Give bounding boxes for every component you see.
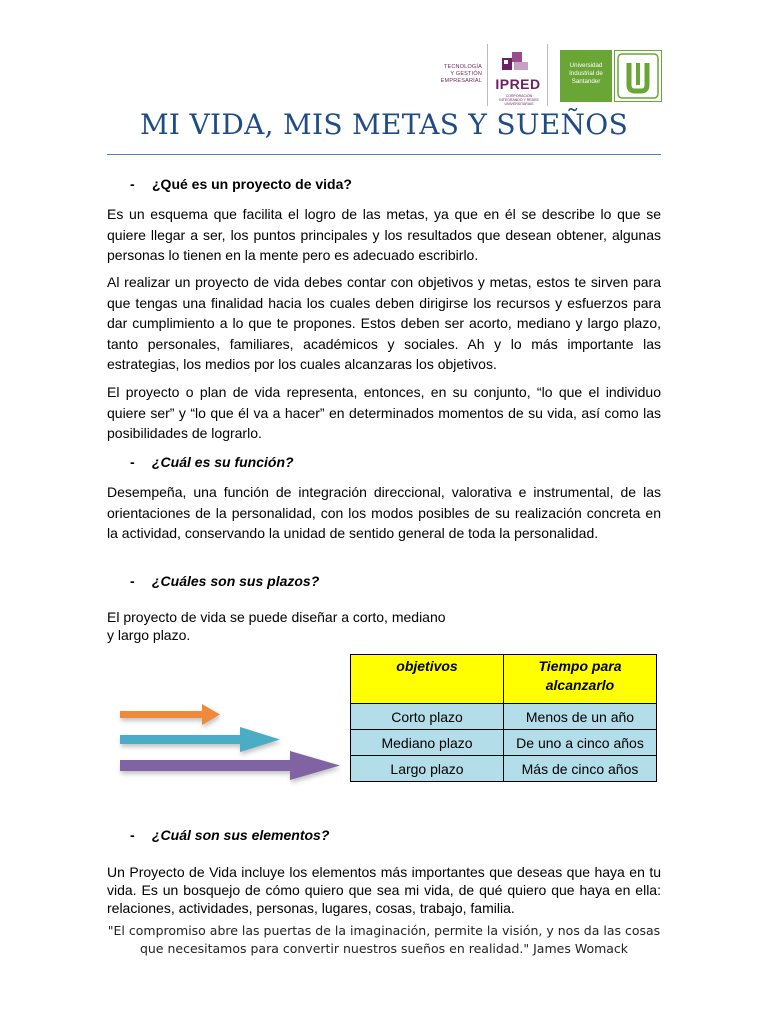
question-text: ¿Qué es un proyecto de vida? <box>152 176 352 192</box>
question-funcion <box>130 454 294 470</box>
table-cell: De uno a cinco años <box>504 730 657 756</box>
uis-seal-icon <box>614 50 662 102</box>
question-plazos <box>130 573 319 589</box>
question-text: ¿Cuál es su función? <box>152 454 294 470</box>
arrow-corto-plazo <box>120 704 220 725</box>
quote-james-womack: "El compromiso abre las puertas de la imaginación, permite la visión, y nos da las cosas que necesitamos para convertir nuestros sueños en realidad." James Womack <box>107 923 661 956</box>
question-text: ¿Cuáles son sus plazos? <box>152 573 320 589</box>
table-header-cell: objetivos <box>351 655 504 704</box>
logo-text-line: Industrial de <box>569 70 603 77</box>
logo-divider <box>547 44 548 106</box>
table-row <box>351 756 657 782</box>
logo-text-line: EMPRESARIAL <box>440 78 482 84</box>
table-row <box>351 730 657 756</box>
paragraph-elementos: Un Proyecto de Vida incluye los elementos más importantes que deseas que haya en tu vida. Es un bosquejo de cómo quiero que sea mi vida, de qué quiero que haya en ella: relaciones, actividades, personas, lugares, cosas, trabajo, familia. <box>107 864 661 916</box>
page-title: MI VIDA, MIS METAS Y SUEÑOS <box>139 108 629 141</box>
list-dash: - <box>130 573 135 589</box>
question-text: ¿Cuál son sus elementos? <box>152 827 330 843</box>
table-header-cell: Tiempo para alcanzarlo <box>504 655 657 704</box>
logo-ipred <box>494 50 542 106</box>
list-dash: - <box>130 176 135 192</box>
table-cell: Más de cinco años <box>504 756 657 782</box>
paragraph-line: y largo plazo. <box>107 627 191 643</box>
table-cell: Corto plazo <box>351 704 504 730</box>
logo-text-line: Universidad <box>569 62 603 69</box>
logo-tecnologia-gestion <box>430 64 482 85</box>
table-cell: Largo plazo <box>351 756 504 782</box>
logo-text-line: TECNOLOGÍA <box>443 64 482 70</box>
question-proyecto-de-vida <box>130 176 352 192</box>
paragraph-funcion: Desempeña, una función de integración direccional, valorativa e instrumental, de las orientaciones de la personalidad, con los modos posibles de su realización concreta en la actividad, conservando la unidad de sentido general de toda la personalidad. <box>107 484 661 541</box>
arrow-largo-plazo <box>120 751 340 780</box>
logo-text-line: Santander <box>571 78 601 85</box>
table-cell: Menos de un año <box>504 704 657 730</box>
table-cell: Mediano plazo <box>351 730 504 756</box>
arrow-mediano-plazo <box>120 727 280 752</box>
paragraph-plan-de-vida: El proyecto o plan de vida representa, entonces, en su conjunto, “lo que el individuo quiere ser” y “lo que él va a hacer” en determinados momentos de su vida, así como las posibilidades de lograrlo. <box>107 384 661 441</box>
table-row <box>351 704 657 730</box>
paragraph-line: El proyecto de vida se puede diseñar a corto, mediano <box>107 609 446 625</box>
list-dash: - <box>130 454 135 470</box>
logo-divider <box>487 44 488 106</box>
table-header-row <box>351 655 657 704</box>
question-elementos <box>130 827 329 843</box>
plazos-arrows-illustration <box>112 696 348 790</box>
ipred-label: IPRED <box>495 76 541 92</box>
paragraph-definicion: Es un esquema que facilita el logro de las metas, ya que en él se describe lo que se quiere llegar a ser, los puntos principales y los resultados que desean obtener, algunas personas lo tienen en la mente pero es adecuado escribirlo. <box>107 206 661 263</box>
plazos-table <box>350 654 657 782</box>
ipred-subtitle: CORPORACIÓN INTEGRANDO Y REDES UNIVERSITARIAS <box>499 94 539 106</box>
uis-seal-graphic <box>615 51 661 101</box>
header-logos <box>430 44 662 106</box>
logo-text-line: Y GESTIÓN <box>450 71 482 77</box>
ipred-mark-icon <box>500 50 530 72</box>
list-dash: - <box>130 827 135 843</box>
paragraph-plazos <box>107 608 661 644</box>
title-underline <box>107 154 661 155</box>
logo-uis <box>560 50 612 102</box>
paragraph-objetivos-metas: Al realizar un proyecto de vida debes contar con objetivos y metas, estos te sirven para que tengas una finalidad hacia los cuales deben dirigirse los recursos y esfuerzos para dar cumplimiento a lo que te propones. Estos deben ser acorto, mediano y largo plazo, tanto personales, familiares, académicos y sociales. Ah y lo más importante las estrategias, los medios por los cuales alcanzaras los objetivos. <box>107 274 661 372</box>
